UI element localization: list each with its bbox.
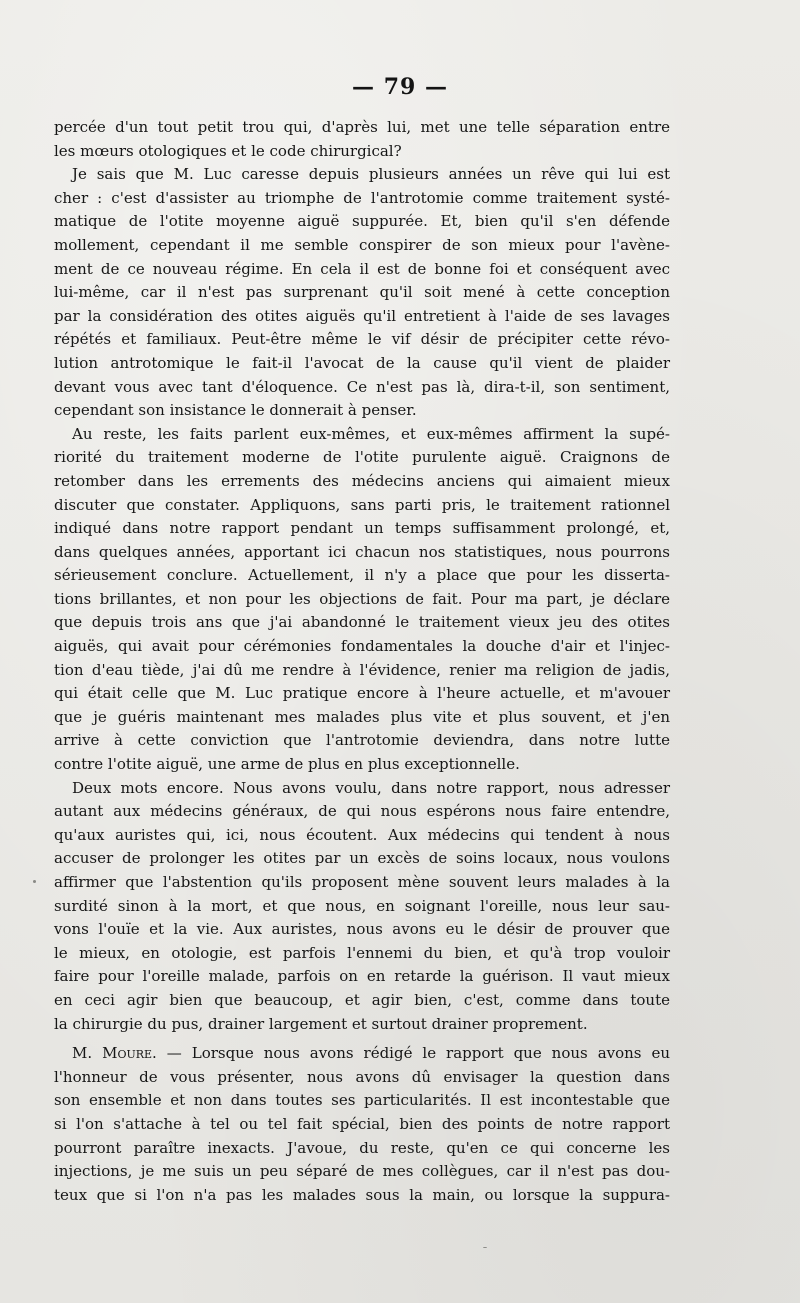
- text-line: répétés et familiaux. Peut-être même le vif désir de précipiter cette révo-: [54, 330, 670, 349]
- paragraph-5: [54, 1042, 670, 1207]
- text-line: riorité du traitement moderne de l'otite purulente aiguë. Craignons de: [54, 448, 670, 467]
- text-line: injections, je me suis un peu séparé de mes collègues, car il n'est pas dou-: [54, 1162, 670, 1181]
- text-line: mollement, cependant il me semble conspirer de son mieux pour l'avène-: [54, 235, 670, 254]
- text-line: qu'aux auristes qui, ici, nous écoutent. Aux médecins qui tendent à nous: [54, 825, 670, 844]
- paper-speck: [483, 1247, 487, 1248]
- text-line: aiguës, qui avait pour cérémonies fondamentales la douche d'air et l'injec-: [54, 637, 670, 656]
- text-line: la chirurgie du pus, drainer largement et surtout drainer proprement.: [54, 1014, 588, 1033]
- page-number: — 79 —: [352, 74, 448, 100]
- paper-speck: [33, 880, 36, 883]
- text-line: Au reste, les faits parlent eux-mêmes, et eux-mêmes affirment la supé-: [72, 424, 670, 443]
- text-line: que depuis trois ans que j'ai abandonné le traitement vieux jeu des otites: [54, 613, 670, 632]
- text-line: le mieux, en otologie, est parfois l'ennemi du bien, et qu'à trop vouloir: [54, 943, 670, 962]
- text-line: [54, 1042, 670, 1066]
- text-line: accuser de prolonger les otites par un excès de soins locaux, nous voulons: [54, 849, 670, 868]
- text-line: Deux mots encore. Nous avons voulu, dans notre rapport, nous adresser: [72, 778, 670, 797]
- text-line: ment de ce nouveau régime. En cela il est de bonne foi et conséquent avec: [54, 259, 670, 278]
- text-line: sérieusement conclure. Actuellement, il n'y a place que pour les disserta-: [54, 566, 670, 585]
- text-line: surdité sinon à la mort, et que nous, en soignant l'oreille, nous leur sau-: [54, 896, 670, 915]
- text-line: devant vous avec tant d'éloquence. Ce n'est pas là, dira-t-il, son sentiment,: [54, 377, 670, 396]
- paragraph-1: [54, 116, 670, 163]
- text-line: contre l'otite aiguë, une arme de plus en plus exceptionnelle.: [54, 755, 520, 774]
- paragraph-2: [54, 163, 670, 423]
- text-line: en ceci agir bien que beaucoup, et agir bien, c'est, comme dans toute: [54, 990, 670, 1009]
- text-line: cependant son insistance le donnerait à penser.: [54, 401, 417, 420]
- paragraph-3: [54, 423, 670, 777]
- speaker-line-rest: — Lorsque nous avons rédigé le rapport que nous avons eu: [156, 1044, 671, 1063]
- text-line: affirmer que l'abstention qu'ils proposent mène souvent leurs malades à la: [54, 873, 670, 891]
- text-line: percée d'un tout petit trou qui, d'après lui, met une telle séparation entre: [54, 118, 670, 136]
- text-line: qui était celle que M. Luc pratique encore à l'heure actuelle, et m'avouer: [54, 684, 670, 703]
- paragraph-4: [54, 777, 670, 1037]
- text-line: si l'on s'attache à tel ou tel fait spécial, bien des points de notre rapport: [54, 1114, 670, 1133]
- text-line: retomber dans les errements des médecins anciens qui aimaient mieux: [54, 471, 670, 490]
- text-line: vons l'ouïe et la vie. Aux auristes, nous avons eu le désir de prouver que: [54, 920, 670, 939]
- text-line: lution antrotomique le fait-il l'avocat de la cause qu'il vient de plaider: [54, 353, 670, 372]
- text-line: par la considération des otites aiguës qu'il entretient à l'aide de ses lavages: [54, 306, 670, 325]
- text-line: Je sais que M. Luc caresse depuis plusieurs années un rêve qui lui est: [72, 165, 670, 184]
- text-line: matique de l'otite moyenne aiguë suppurée. Et, bien qu'il s'en défende: [54, 212, 670, 231]
- text-line: tions brillantes, et non pour les objections de fait. Pour ma part, je déclare: [54, 589, 670, 608]
- text-line: dans quelques années, apportant ici chacun nos statistiques, nous pourrons: [54, 542, 670, 561]
- text-line: que je guéris maintenant mes malades plus vite et plus souvent, et j'en: [54, 707, 670, 726]
- body-text: [54, 116, 670, 1207]
- text-line: autant aux médecins généraux, de qui nous espérons nous faire entendre,: [54, 802, 670, 821]
- text-line: indiqué dans notre rapport pendant un temps suffisamment prolongé, et,: [54, 519, 670, 538]
- text-line: l'honneur de vous présenter, nous avons dû envisager la question dans: [54, 1067, 670, 1086]
- text-line: cher : c'est d'assister au triomphe de l'antrotomie comme traitement systé-: [54, 188, 670, 207]
- text-line: arrive à cette conviction que l'antrotomie deviendra, dans notre lutte: [54, 731, 670, 750]
- text-line: son ensemble et non dans toutes ses particularités. Il est incontestable que: [54, 1091, 670, 1110]
- text-line: discuter que constater. Appliquons, sans parti pris, le traitement rationnel: [54, 495, 670, 514]
- text-line: les mœurs otologiques et le code chirurgical?: [54, 141, 402, 160]
- speaker-name: M. Moure.: [72, 1044, 157, 1063]
- text-line: faire pour l'oreille malade, parfois on en retarde la guérison. Il vaut mieux: [54, 967, 670, 986]
- text-line: lui-même, car il n'est pas surprenant qu'il soit mené à cette conception: [54, 283, 670, 302]
- text-line: tion d'eau tiède, j'ai dû me rendre à l'évidence, renier ma religion de jadis,: [54, 660, 670, 679]
- text-line: pourront paraître inexacts. J'avoue, du reste, qu'en ce qui concerne les: [54, 1138, 670, 1157]
- text-line: teux que si l'on n'a pas les malades sous la main, ou lorsque la suppura-: [54, 1185, 670, 1204]
